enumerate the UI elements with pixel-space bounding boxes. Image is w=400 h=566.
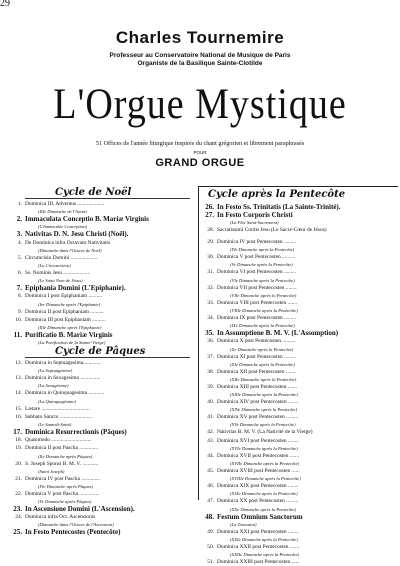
office-number: 45.	[207, 468, 214, 474]
office-item	[200, 238, 398, 246]
office-item	[200, 482, 398, 490]
office-subtitle	[8, 301, 198, 308]
office-subtitle-text: (Saint Joseph)	[38, 468, 65, 474]
office-title: Dominica II post Pascha ..............	[25, 445, 99, 452]
office-subtitle-text: (Ve Dimanche après la Pentecôte)	[230, 262, 293, 268]
office-number: 24.	[15, 514, 22, 521]
work-title: L'Orgue Mystique	[53, 79, 347, 129]
office-subtitle-text: (IIe Dimanche après Pâques)	[38, 453, 93, 459]
office-subtitle-text: (Dimanche dans l'Octave de l'Ascension)	[38, 522, 114, 528]
office-title: Ss. Nominis Jesu ....................	[25, 269, 91, 276]
office-title: Purificatio B. Mariæ Virginis	[25, 330, 113, 339]
office-title: Sacratissimi Cordis Jesu (Le Sacré-Cœur de Jésus)	[217, 227, 327, 234]
office-title: Dominica XIX post Pentecosten ........	[217, 483, 299, 490]
office-subtitle-text: (VIIIe Dimanche après la Pentecôte)	[230, 307, 298, 313]
office-subtitle	[200, 219, 398, 226]
office-item	[200, 314, 398, 322]
office-item	[200, 299, 398, 307]
office-subtitle	[8, 468, 198, 475]
office-item	[8, 230, 198, 238]
office-subtitle	[8, 208, 198, 215]
office-title: Dominica III. Adventus ....................	[25, 201, 105, 207]
office-subtitle	[8, 367, 198, 374]
work-description: 51 Offices de l'année liturgique inspirés du chant grégorien et librement paraphrasés	[95, 140, 305, 147]
office-number: 28.	[207, 227, 214, 234]
office-title: Dominica XX post Pentecosten .........	[217, 498, 299, 505]
office-title: Sabbato Sancto ........................	[25, 413, 93, 420]
office-number: 41.	[207, 414, 214, 421]
office-item	[8, 316, 198, 324]
office-title: Dominica in Sexagesima ...............	[25, 375, 101, 382]
office-subtitle	[8, 398, 198, 405]
office-title: Dominica infra Oct. Ascensionis	[25, 514, 96, 521]
office-item	[200, 398, 398, 406]
office-title: Dominica III post Epiphaniam ..........	[25, 316, 106, 323]
noel-list	[8, 200, 198, 346]
office-subtitle	[200, 346, 398, 353]
office-subtitle-text: (IVe Dimanche après la Pentecôte)	[230, 247, 295, 253]
office-item	[200, 513, 398, 521]
office-subtitle-text: (VIe Dimanche après la Pentecôte)	[230, 277, 295, 283]
office-subtitle	[200, 277, 398, 284]
office-item	[200, 353, 398, 361]
office-number: 35.	[205, 329, 214, 338]
office-subtitle-text: (La Quinquagésime)	[38, 398, 76, 404]
office-subtitle-text: (XVIe Dimanche après la Pentecôte)	[230, 445, 298, 451]
office-title: In Assumptione B. M. V. (L'Assomption)	[217, 329, 339, 338]
office-subtitle	[200, 246, 398, 253]
office-title: Dominica XVI post Pentecosten ........	[217, 437, 299, 444]
office-subtitle-text: (XIVe Dimanche après la Pentecôte)	[230, 407, 298, 413]
office-subtitle	[200, 475, 398, 482]
office-item	[8, 428, 198, 436]
office-item	[8, 200, 198, 208]
office-subtitle	[8, 247, 198, 254]
paques-list	[8, 359, 198, 537]
office-item	[8, 269, 198, 277]
office-item	[200, 337, 398, 345]
office-item	[8, 215, 198, 223]
office-item	[8, 239, 198, 247]
office-title: In Festo Pentecostes (Pentecôte)	[25, 528, 121, 537]
office-title: Festum Omnium Sanctorum	[217, 512, 303, 521]
office-subtitle-text: (Ve Dimanche après Pâques)	[38, 499, 92, 505]
office-item	[200, 452, 398, 460]
office-subtitle-text: (XIXe Dimanche après la Pentecôte)	[230, 491, 298, 497]
divider	[25, 357, 190, 358]
office-title: In Festo Ss. Trinitatis (La Sainte-Trinité).	[217, 203, 341, 211]
office-subtitle-text: (IIIe Dimanche après l'Epiphanie)	[38, 324, 102, 330]
office-number: 43.	[207, 437, 214, 444]
office-item	[8, 284, 198, 292]
office-item	[8, 413, 198, 421]
office-number: 19.	[15, 445, 22, 452]
office-number: 36.	[207, 338, 214, 345]
office-number: 13.	[15, 375, 22, 382]
pentecote-top-list	[200, 203, 398, 235]
office-item	[200, 413, 398, 421]
office-subtitle	[8, 277, 198, 284]
office-subtitle-text: (La Purification de la Sainte-Vierge)	[38, 340, 106, 346]
office-subtitle	[200, 261, 398, 268]
office-number: 6.	[17, 269, 22, 276]
composer-title-1: Professeur au Conservatoire National de Musique de Paris	[109, 52, 291, 59]
office-item	[200, 437, 398, 445]
office-subtitle	[200, 521, 398, 528]
office-number: 2.	[16, 215, 22, 224]
office-number: 48.	[205, 512, 214, 521]
composer-name: Charles Tournemire	[115, 28, 285, 47]
office-subtitle-text: (Dimanche dans l'Octave de Noël)	[38, 247, 102, 253]
office-number: 12.	[15, 360, 22, 366]
office-number: 17.	[13, 427, 22, 436]
office-title: Dominica VII post Pentecosten ........	[217, 284, 297, 291]
office-number: 20.	[15, 460, 22, 467]
office-number: 32.	[207, 284, 214, 291]
office-title: Dominica XIII post Pentecosten .......	[217, 383, 298, 390]
office-item	[200, 368, 398, 376]
office-number: 15.	[15, 405, 22, 412]
office-subtitle-text: (La Toussaint)	[230, 521, 257, 527]
office-subtitle-text: (Le Samedi-Saint)	[38, 421, 72, 427]
office-title: Dominica IV post Pascha ..............	[25, 475, 101, 482]
office-title: Dominica XVIII post Pentecosten ......	[217, 468, 300, 474]
office-title: Nativitas B. M. V. (La Nativité de la Vierge)	[217, 429, 313, 436]
office-title: Dominica XIV post Pentecosten ........	[217, 399, 299, 406]
office-title: Epiphania Domini (L'Epiphanie).	[25, 284, 126, 293]
office-item	[200, 211, 398, 219]
office-title: Circumcisio Domini ....................	[25, 254, 98, 261]
office-subtitle-text: (XXIe Dimanche après la Pentecôte)	[230, 536, 298, 542]
office-item	[200, 543, 398, 551]
office-item	[200, 284, 398, 292]
office-subtitle-text: (La Sexagésime)	[38, 383, 69, 389]
office-number: 31.	[207, 269, 214, 276]
office-subtitle-text: (XIIe Dimanche après la Pentecôte)	[230, 376, 297, 382]
office-number: 37.	[207, 353, 214, 360]
office-title: Immaculata Conceptio B. Mariæ Virginis	[25, 215, 149, 224]
office-number: 44.	[207, 452, 214, 459]
office-number: 49.	[207, 528, 214, 535]
office-subtitle	[200, 506, 398, 513]
office-title: Dominica IV post Pentecosten .........	[217, 239, 297, 245]
office-title: Nativitas D. N. Jesu Christi (Noël).	[25, 230, 129, 239]
office-number: 14.	[15, 390, 22, 397]
office-number: 11.	[13, 330, 22, 339]
office-item	[8, 254, 198, 262]
office-subtitle-text: (Xe Dimanche après la Pentecôte)	[230, 346, 294, 352]
office-title: De Dominica infra Octavam Nativitatis	[25, 239, 111, 246]
office-item	[8, 331, 198, 339]
composer-title-2: Organiste de la Basilique Sainte-Clotilde	[137, 60, 263, 67]
office-number: 9.	[17, 308, 22, 315]
office-number: 26.	[205, 203, 214, 211]
office-item	[200, 383, 398, 391]
office-number: 10.	[15, 316, 22, 323]
office-item	[8, 308, 198, 316]
box-top-border	[198, 186, 398, 187]
office-item	[8, 528, 198, 536]
office-title: Dominica XV post Pentecosten .........	[217, 414, 299, 421]
office-subtitle	[200, 445, 398, 452]
office-number: 51.	[207, 559, 214, 566]
office-item	[8, 475, 198, 483]
pour-label: POUR	[193, 150, 207, 155]
office-number: 30.	[207, 254, 214, 261]
office-title: Dominica Resurrectionis (Pâques)	[25, 427, 127, 436]
office-title: Quasimodo ..............................	[25, 437, 92, 444]
office-number: 5.	[17, 254, 22, 261]
office-item	[200, 268, 398, 276]
office-subtitle-text: (IVe Dimanche après Pâques)	[38, 483, 93, 489]
office-title: Dominica XXI post Pentecosten ........	[217, 528, 299, 535]
office-subtitle-text: (XIIIe Dimanche après la Pentecôte)	[230, 392, 298, 398]
office-item	[200, 329, 398, 337]
office-item	[200, 467, 398, 475]
office-subtitle	[8, 324, 198, 331]
office-number: 38.	[207, 368, 214, 375]
office-number: 1.	[17, 201, 22, 207]
office-subtitle	[8, 223, 198, 230]
office-subtitle	[8, 453, 198, 460]
office-item	[8, 405, 198, 413]
office-item	[8, 359, 198, 367]
office-subtitle-text: (XVIIIe Dimanche après la Pentecôte)	[230, 476, 301, 482]
office-subtitle	[200, 460, 398, 467]
office-title: Dominica V post Pentecosten ..........	[217, 254, 296, 261]
office-item	[8, 436, 198, 444]
office-subtitle-text: (La Fête Saint-Sacrement)	[230, 220, 279, 226]
office-item	[8, 490, 198, 498]
office-subtitle	[200, 421, 398, 428]
office-number: 39.	[207, 383, 214, 390]
office-number: 46.	[207, 483, 214, 490]
office-subtitle-text: (Ier Dimanche après l'Epiphanie)	[38, 301, 101, 307]
office-item	[8, 374, 198, 382]
office-subtitle	[200, 406, 398, 413]
office-title: Dominica II post Epiphaniam ..........	[25, 308, 104, 315]
office-subtitle	[8, 339, 198, 346]
office-item	[200, 497, 398, 505]
office-number: 23.	[13, 505, 22, 514]
office-subtitle	[200, 376, 398, 383]
office-subtitle	[8, 262, 198, 269]
office-title: Dominica X post Pentecosten ..........	[217, 338, 296, 345]
office-subtitle-text: (La Circoncision)	[38, 262, 71, 268]
office-number: 8.	[17, 293, 22, 300]
office-number: 4.	[17, 239, 22, 246]
office-subtitle-text: (IXe Dimanche après la Pentecôte)	[230, 323, 295, 329]
office-number: 27.	[205, 211, 214, 220]
office-title: Lætare ....................................	[25, 405, 90, 412]
office-number: 40.	[207, 399, 214, 406]
office-number: 33.	[207, 299, 214, 306]
office-subtitle	[200, 490, 398, 497]
office-item	[8, 460, 198, 468]
office-subtitle	[8, 421, 198, 428]
office-item	[8, 444, 198, 452]
office-subtitle-text: (VIIe Dimanche après la Pentecôte)	[230, 292, 297, 298]
office-subtitle	[200, 551, 398, 558]
office-subtitle-text: (L'Immaculée Conception)	[38, 224, 88, 230]
office-number: 34.	[207, 314, 214, 321]
office-item	[200, 203, 398, 211]
office-title: Dominica V post Pascha ...............	[25, 490, 100, 497]
office-subtitle	[8, 483, 198, 490]
office-title: Dominica in Quinquagesima ............	[25, 390, 105, 397]
office-subtitle	[200, 307, 398, 314]
office-item	[200, 226, 398, 234]
office-subtitle	[200, 361, 398, 368]
office-title: Dominica XVII post Pentecosten .......	[217, 452, 300, 459]
office-subtitle	[8, 382, 198, 389]
office-number: 25.	[13, 528, 22, 537]
office-number: 42.	[207, 429, 214, 436]
office-title: Dominica VIII post Pentecosten .......	[217, 299, 297, 306]
office-subtitle	[200, 391, 398, 398]
office-title: In Festo Corporis Christi	[217, 211, 293, 220]
office-title: Dominica I post Epiphaniam ..........	[25, 293, 102, 300]
office-number: 22.	[15, 490, 22, 497]
office-subtitle	[8, 498, 198, 505]
office-number: 47.	[207, 498, 214, 505]
office-item	[200, 558, 398, 566]
office-subtitle-text: (La Septuagésime)	[38, 368, 73, 374]
office-item	[8, 513, 198, 521]
office-number: 3.	[16, 230, 22, 239]
office-item	[8, 389, 198, 397]
office-subtitle-text: (XVe Dimanche après la Pentecôte)	[230, 422, 296, 428]
office-subtitle-text: (Le Saint Nom de Jésus)	[38, 278, 83, 284]
office-item	[8, 292, 198, 300]
office-subtitle-text: (XIe Dimanche après la Pentecôte)	[230, 361, 295, 367]
office-title: Dominica XI post Pentecosten .........	[217, 353, 297, 360]
office-number: 18.	[15, 437, 22, 444]
office-item	[8, 505, 198, 513]
office-item	[200, 253, 398, 261]
office-number: 21.	[15, 475, 22, 482]
office-title: Dominica in Septuagesima.............	[25, 360, 101, 366]
office-title: Dominica XXIII post Pentecosten ......	[217, 559, 300, 566]
office-title: In Ascensione Domini (L'Ascension).	[25, 505, 135, 514]
office-number: 50.	[207, 543, 214, 550]
office-title: S. Joseph Sponsi B. M. V. ............	[25, 460, 99, 467]
office-number: 7.	[16, 284, 22, 293]
office-item	[200, 428, 398, 436]
office-subtitle-text: (XXIIe Dimanche après la Pentecôte)	[230, 552, 300, 558]
column-divider	[198, 186, 199, 500]
office-subtitle-text: (IIIe Dimanche de l'Avent)	[38, 209, 87, 215]
instrument-label: GRAND ORGUE	[155, 157, 245, 169]
office-title: Dominica XII post Pentecosten ........	[217, 368, 297, 375]
page-number: 29	[0, 0, 10, 9]
section-heading-paques: Cycle de Pâques	[55, 346, 146, 357]
office-title: Dominica XXII post Pentecosten .......	[217, 543, 300, 550]
office-subtitle	[200, 322, 398, 329]
office-number: 16.	[15, 413, 22, 420]
office-subtitle	[8, 521, 198, 528]
divider	[25, 198, 190, 199]
office-subtitle-text: (XXe Dimanche après la Pentecôte)	[230, 506, 297, 512]
office-subtitle	[200, 292, 398, 299]
office-title: Dominica IX post Pentecosten .........	[217, 314, 297, 321]
office-subtitle-text: (XVIIe Dimanche après la Pentecôte)	[230, 461, 300, 466]
pentecote-list	[200, 238, 398, 566]
section-heading-noel: Cycle de Noël	[55, 187, 132, 198]
office-subtitle	[200, 536, 398, 543]
office-title: Dominica VI post Pentecosten .........	[217, 269, 297, 276]
office-item	[200, 528, 398, 536]
office-number: 29.	[207, 239, 214, 245]
section-heading-pentecote: Cycle après la Pentecôte	[208, 189, 346, 200]
